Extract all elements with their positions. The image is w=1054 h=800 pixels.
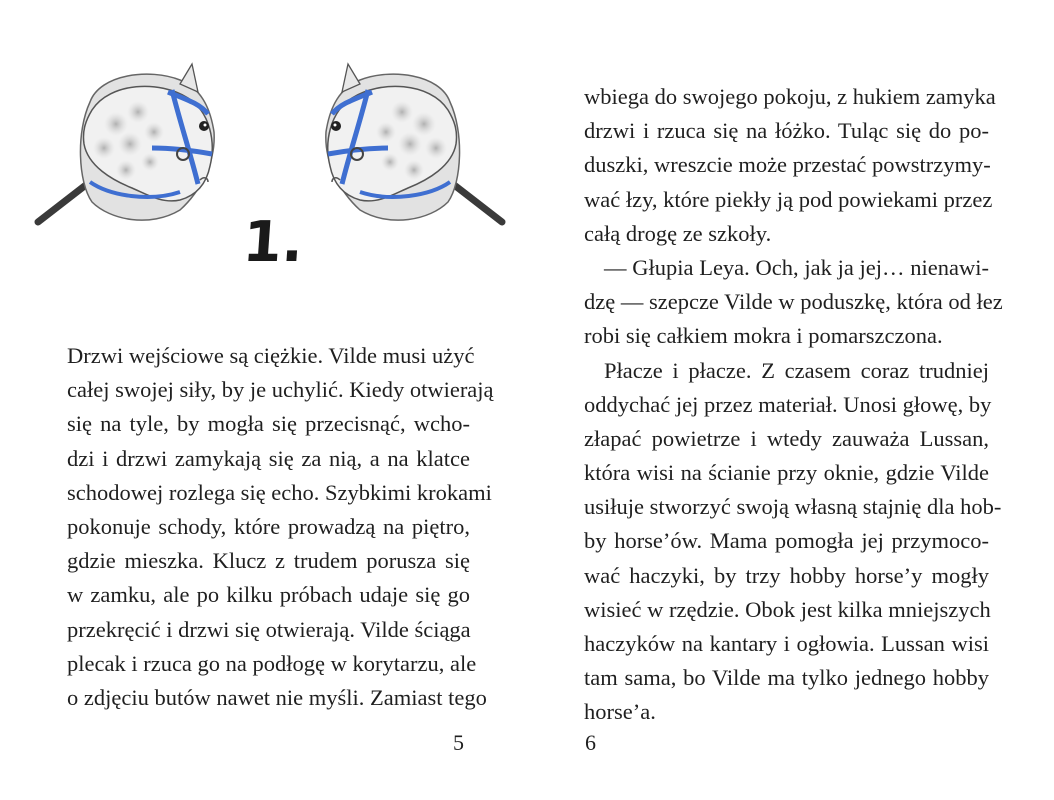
text-line: dzi i drzwi zamykają się za nią, a na klatce [67,445,470,471]
text-line: przekręcić i drzwi się otwierają. Vilde ściąga [67,616,471,642]
page-number-right: 6 [585,730,596,755]
text-line: haczyków na kantary i ogłowia. Lussan wisi [584,631,989,656]
right-hobby-horse [326,64,502,222]
text-line: wbiega do swojego pokoju, z hukiem zamyka [584,84,996,109]
text-line: się na tyle, by mogła się przecisnąć, wcho- [67,411,470,437]
text-line: dzę — szepcze Vilde w poduszkę, która od łez [584,289,1003,315]
text-line: tam sama, bo Vilde ma tylko jednego hobby [584,665,989,691]
text-line: całą drogę ze szkoły. [584,220,772,246]
text-line: w zamku, ale po kilku próbach udaje się go [67,582,470,608]
page-number-left: 5 [453,730,464,755]
text-line: usiłuje stworzyć swoją własną stajnię dla hob- [584,494,1002,520]
text-line: horse’a. [584,699,656,725]
text-line: wać haczyki, by trzy hobby horse’y mogły [584,562,989,588]
text-line: oddychać jej przez materiał. Unosi głowę, by [584,391,992,417]
text-line: która wisi na ścianie przy oknie, gdzie Vilde [584,460,989,486]
right-page-body-text [584,80,1003,730]
left-hobby-horse [38,64,214,222]
text-line: pokonuje schody, które prowadzą na piętro, [67,513,470,539]
text-line: robi się całkiem mokra i pomarszczona. [584,323,943,349]
right-page [527,0,1054,800]
text-line: schodowej rozlega się echo. Szybkimi krokami [67,479,492,505]
text-line: plecak i rzuca go na podłogę w korytarzu, ale [67,650,477,676]
text-line: złapać powietrze i wtedy zauważa Lussan, [584,425,989,451]
text-line: Drzwi wejściowe są ciężkie. Vilde musi użyć [67,343,475,368]
left-page-body-text [67,339,494,715]
text-line: całej swojej siły, by je uchylić. Kiedy otwierają [67,377,494,403]
text-line: wać łzy, które piekły ją pod powiekami przez [584,186,993,212]
text-line: — Głupia Leya. Och, jak ja jej… nienawi- [604,254,989,280]
text-line: wisieć w rzędzie. Obok jest kilka mniejszych [584,596,991,622]
text-line: duszki, wreszcie może przestać powstrzymy- [584,152,991,178]
text-line: by horse’ów. Mama pomogła jej przymoco- [584,528,989,554]
text-line: o zdjęciu butów nawet nie myśli. Zamiast tego [67,684,487,710]
chapter-number: 1. [240,210,306,275]
text-line: gdzie mieszka. Klucz z trudem porusza się [67,548,470,574]
text-line: Płacze i płacze. Z czasem coraz trudniej [604,357,989,383]
text-line: drzwi i rzuca się na łóżko. Tuląc się do po- [584,118,989,144]
